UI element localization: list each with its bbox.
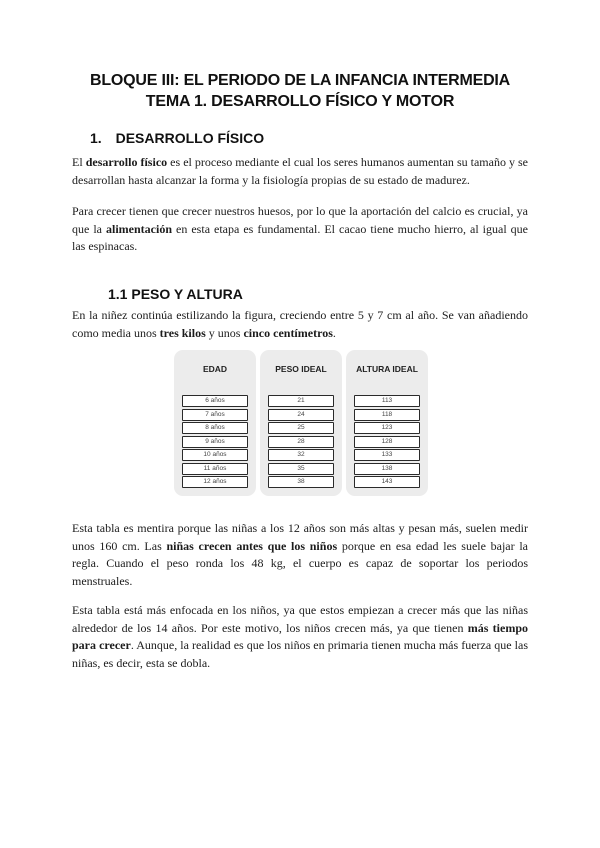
bold-term: niñas crecen antes que los niños xyxy=(166,538,338,553)
table-cell-peso: 25 xyxy=(268,422,334,434)
table-cell-edad: 6 años xyxy=(182,395,248,407)
height-weight-table xyxy=(174,350,428,496)
table-cell-edad: 7 años xyxy=(182,409,248,421)
table-cell-altura: 123 xyxy=(354,422,420,434)
table-cell-edad: 8 años xyxy=(182,422,248,434)
table-cell-peso: 32 xyxy=(268,449,334,461)
bold-term: alimentación xyxy=(106,221,173,236)
table-cell-peso: 38 xyxy=(268,476,334,488)
section-1-number: 1. xyxy=(90,130,102,146)
paragraph-figura: En la niñez continúa estilizando la figura, creciendo entre 5 y 7 cm al año. Se van añadiendo como media unos tres kilos y unos cinco centímetros. xyxy=(72,308,528,340)
bold-term: más tiempo para crecer xyxy=(72,620,528,652)
section-1-1-heading: 1.1 PESO Y ALTURA xyxy=(108,286,243,302)
table-cell-edad: 9 años xyxy=(182,436,248,448)
table-column-peso xyxy=(260,350,342,496)
paragraph-ninas: Esta tabla es mentira porque las niñas a los 12 años son más altas y pesan más, suelen medir unos 160 cm. Las niñas crecen antes que los niños porque en esa edad les suele bajar la regla. Cuando el peso ronda los 48 kg, el cuerpo es capaz de soportar los periodos menstruales. xyxy=(72,521,528,588)
table-cell-altura: 133 xyxy=(354,449,420,461)
bold-term: cinco centímetros xyxy=(243,325,333,340)
table-cell-peso: 24 xyxy=(268,409,334,421)
paragraph-desarrollo-fisico: El desarrollo físico es el proceso mediante el cual los seres humanos aumentan su tamaño y se desarrollan hasta alcanzar la forma y la fisiología propias de su estado de madurez. xyxy=(72,155,528,187)
table-cell-altura: 138 xyxy=(354,463,420,475)
table-column-altura xyxy=(346,350,428,496)
table-cell-edad: 10 años xyxy=(182,449,248,461)
table-cell-peso: 35 xyxy=(268,463,334,475)
paragraph-ninos: Esta tabla está más enfocada en los niños, ya que estos empiezan a crecer más que las niñas alrededor de los 14 años. Por este motivo, los niños crecen más, ya que tienen más tiempo para crecer. Aunque, la realidad es que los niños en primaria tienen mucha más fuerza que las niñas, es decir, esta se dobla. xyxy=(72,603,528,670)
table-cell-altura: 113 xyxy=(354,395,420,407)
document-title-line-1: BLOQUE III: EL PERIODO DE LA INFANCIA INTERMEDIA xyxy=(89,72,511,89)
table-cell-edad: 12 años xyxy=(182,476,248,488)
paragraph-alimentacion: Para crecer tienen que crecer nuestros huesos, por lo que la aportación del calcio es crucial, ya que la alimentación en esta etapa es fundamental. El cacao tiene mucho hierro, al igual que las espinacas. xyxy=(72,204,528,253)
table-cell-peso: 28 xyxy=(268,436,334,448)
table-cell-altura: 118 xyxy=(354,409,420,421)
document-title-line-2: TEMA 1. DESARROLLO FÍSICO Y MOTOR xyxy=(145,93,455,110)
table-cell-altura: 128 xyxy=(354,436,420,448)
bold-term: desarrollo físico xyxy=(85,155,168,169)
section-1-title: DESARROLLO FÍSICO xyxy=(115,130,265,146)
table-header-peso: PESO IDEAL xyxy=(275,364,327,374)
table-column-edad xyxy=(174,350,256,496)
table-cell-altura: 143 xyxy=(354,476,420,488)
table-header-altura: ALTURA IDEAL xyxy=(356,364,418,374)
table-cell-edad: 11 años xyxy=(182,463,248,475)
section-1-heading xyxy=(90,130,264,146)
bold-term: tres kilos xyxy=(159,325,206,340)
table-header-edad: EDAD xyxy=(202,364,228,374)
table-cell-peso: 21 xyxy=(268,395,334,407)
